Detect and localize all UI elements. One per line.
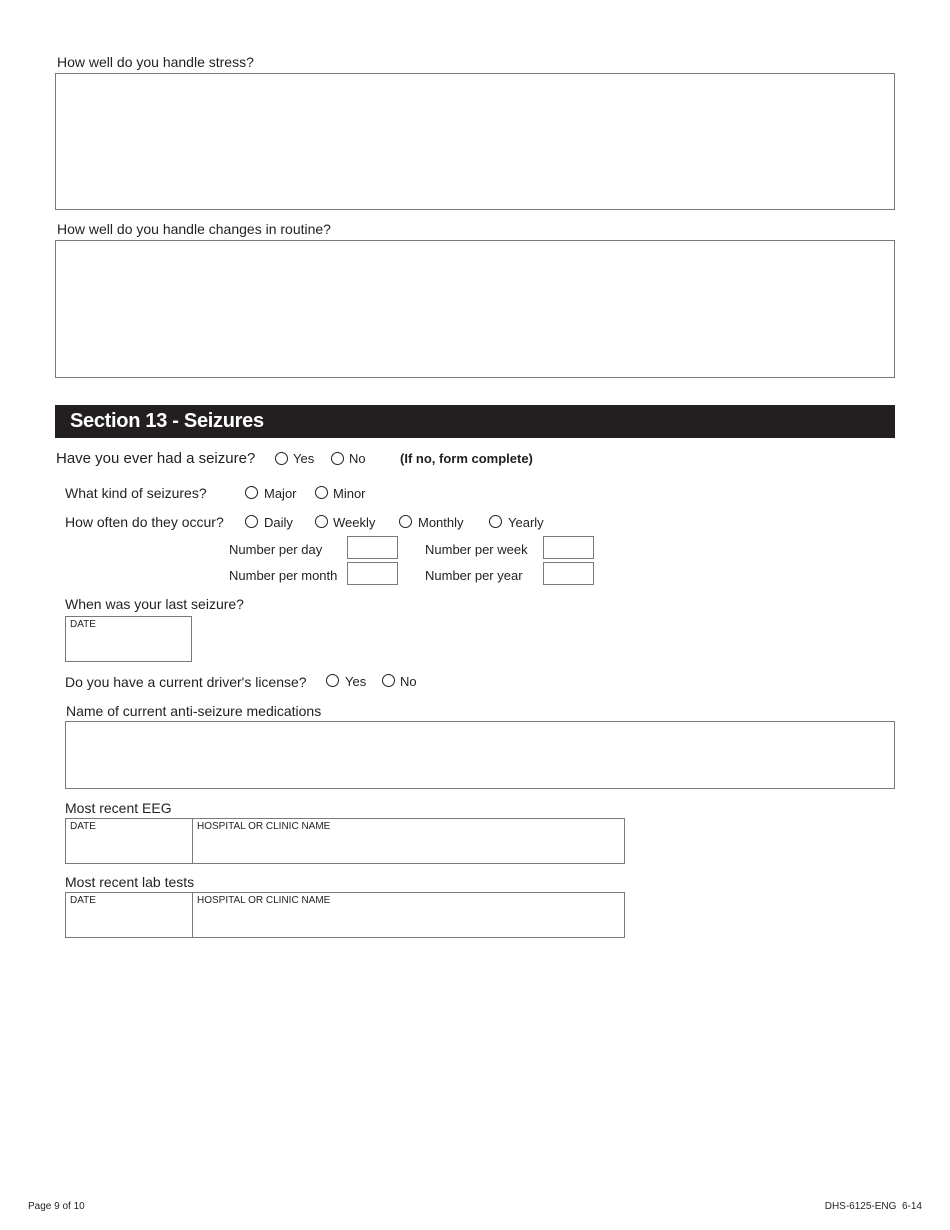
date-caption: DATE [70,619,96,630]
kind-question: What kind of seizures? [65,485,207,501]
lab-table [65,892,625,938]
per-month-label: Number per month [229,568,338,583]
often-yearly-label: Yearly [508,515,544,530]
per-day-field[interactable] [347,536,398,559]
ever-seizure-no-radio[interactable] [331,452,344,465]
often-weekly-radio[interactable] [315,515,328,528]
last-seizure-question: When was your last seizure? [65,596,244,612]
often-yearly-radio[interactable] [489,515,502,528]
eeg-date-field[interactable] [66,819,192,863]
lab-hospital-field[interactable] [193,893,624,937]
per-week-label: Number per week [425,542,528,557]
ever-seizure-yes-radio[interactable] [275,452,288,465]
license-yes-radio[interactable] [326,674,339,687]
ever-seizure-question: Have you ever had a seizure? [56,450,256,467]
eeg-hospital-field[interactable] [193,819,624,863]
license-no-label: No [400,674,417,689]
lab-date-field[interactable] [66,893,192,937]
per-week-field[interactable] [543,536,594,559]
last-seizure-date-field[interactable] [65,616,192,662]
license-no-radio[interactable] [382,674,395,687]
often-question: How often do they occur? [65,514,224,530]
kind-minor-radio[interactable] [315,486,328,499]
routine-question-label: How well do you handle changes in routine? [57,221,331,237]
section-title: Section 13 - Seizures [70,410,264,432]
hospital-caption: HOSPITAL OR CLINIC NAME [197,821,331,832]
kind-minor-label: Minor [333,486,366,501]
routine-answer-field[interactable] [55,240,895,378]
medications-field[interactable] [65,721,895,789]
kind-major-radio[interactable] [245,486,258,499]
often-daily-radio[interactable] [245,515,258,528]
often-daily-label: Daily [264,515,293,530]
medications-label: Name of current anti-seizure medications [66,703,322,719]
date-caption: DATE [70,821,96,832]
section-header [55,405,895,438]
license-question: Do you have a current driver's license? [65,674,307,690]
per-year-label: Number per year [425,568,523,583]
per-day-label: Number per day [229,542,323,557]
stress-answer-field[interactable] [55,73,895,210]
license-yes-label: Yes [345,674,367,689]
page-number: Page 9 of 10 [28,1201,85,1212]
form-id: DHS-6125-ENG 6-14 [824,1201,922,1212]
kind-major-label: Major [264,486,297,501]
often-weekly-label: Weekly [333,515,376,530]
often-monthly-radio[interactable] [399,515,412,528]
form-complete-note: (If no, form complete) [400,451,533,466]
stress-question-label: How well do you handle stress? [57,54,254,70]
ever-seizure-no-label: No [349,451,366,466]
date-caption: DATE [70,895,96,906]
eeg-table [65,818,625,864]
often-monthly-label: Monthly [418,515,464,530]
lab-label: Most recent lab tests [65,874,195,890]
eeg-label: Most recent EEG [65,800,172,816]
ever-seizure-yes-label: Yes [293,451,315,466]
per-month-field[interactable] [347,562,398,585]
hospital-caption: HOSPITAL OR CLINIC NAME [197,895,331,906]
per-year-field[interactable] [543,562,594,585]
